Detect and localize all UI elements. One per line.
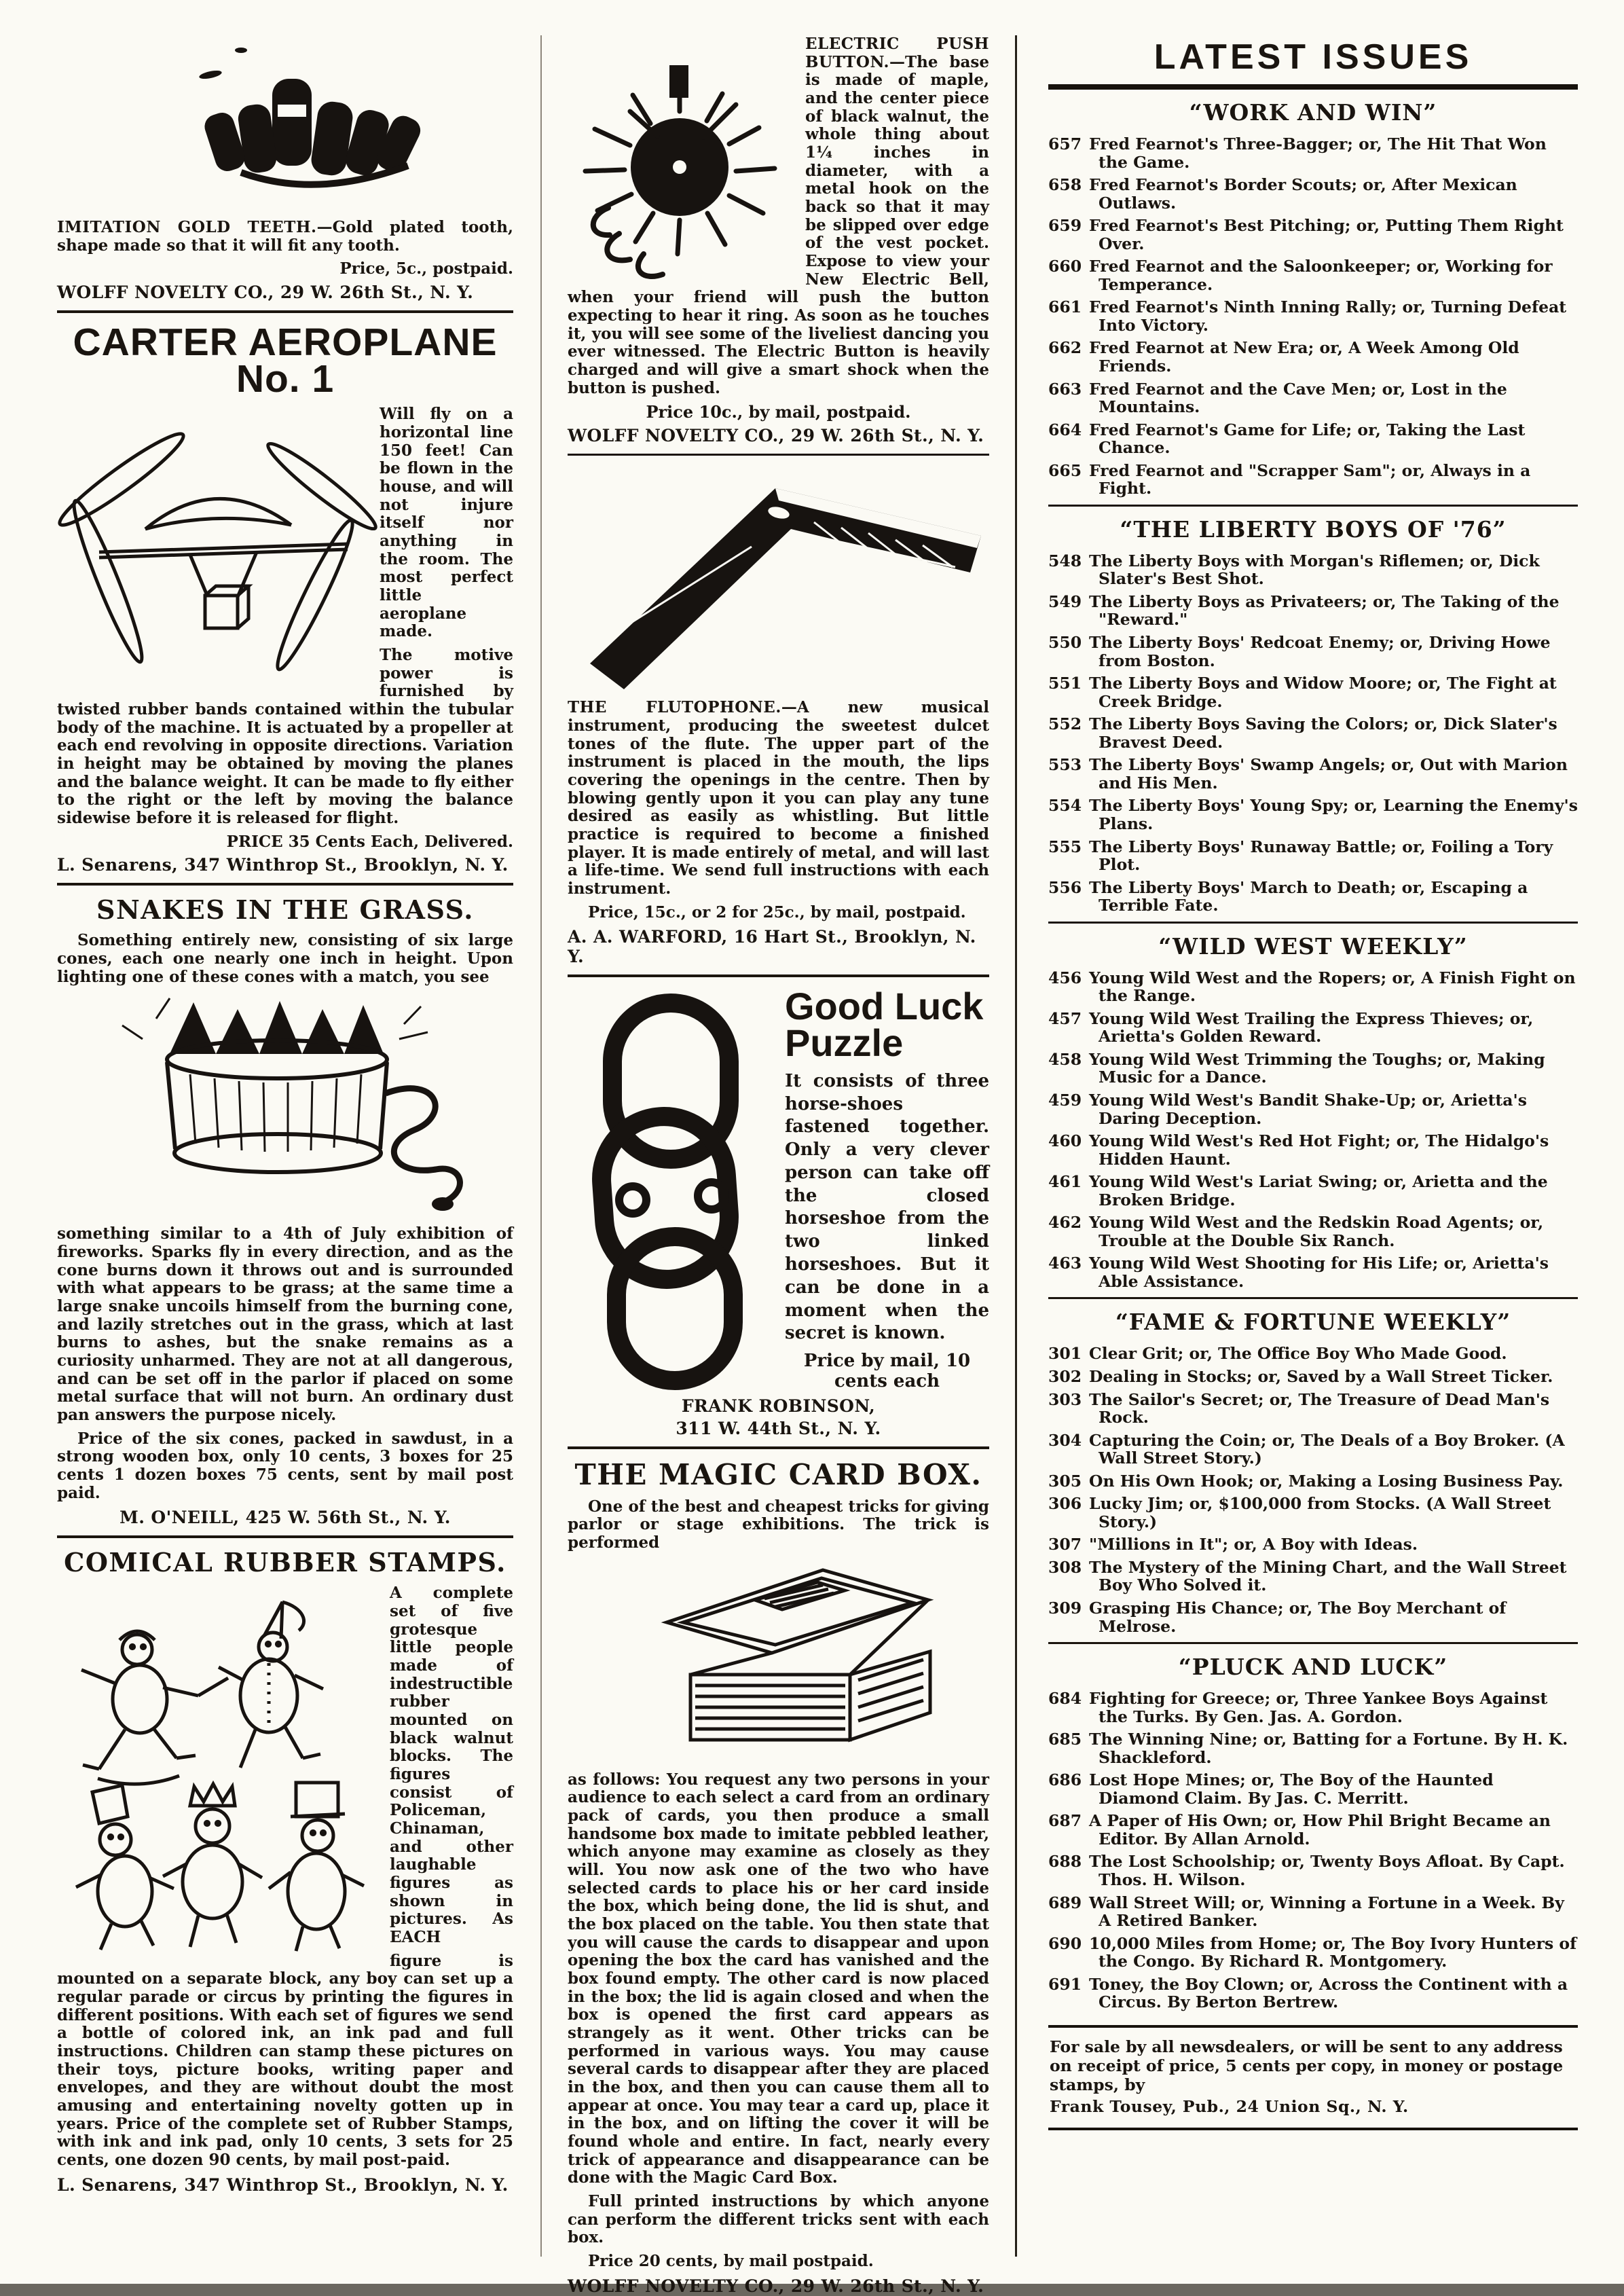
rubber-stamp-figures-illustration [57,1587,376,1956]
issue-title: Fred Fearnot and "Scrapper Sam"; or, Always in a Fight. [1089,460,1531,498]
flutophone-vendor: A. A. WARFORD, 16 Hart St., Brooklyn, N. Y. [568,927,976,967]
divider [568,454,989,456]
flutophone-lead: THE FLUTOPHONE. [568,698,781,717]
section-heading-work-and-win: “WORK AND WIN” [1189,99,1437,126]
issue-list-work-and-win [1048,135,1578,498]
issue-number: 688 [1048,1852,1082,1872]
issue-title: 10,000 Miles from Home; or, The Boy Ivory Hunters of the Congo. By Richard R. Montgomery. [1089,1933,1577,1971]
issue-number: 308 [1048,1557,1082,1577]
issue-title: The Lost Schoolship; or, Twenty Boys Afloat. By Capt. Thos. H. Wilson. [1089,1852,1565,1890]
issue-number: 690 [1048,1933,1082,1953]
ad-imitation-gold-teeth [57,39,513,302]
cardbox-intro: One of the best and cheapest tricks for giving parlor or stage exhibitions. The trick is performed [568,1497,989,1552]
issue-title: Fighting for Greece; or, Three Yankee Boys Against the Turks. By Gen. Jas. A. Gordon. [1089,1689,1548,1726]
issue-title: Fred Fearnot's Three-Bagger; or, The Hit That Won the Game. [1089,134,1547,172]
issue-title: The Winning Nine; or, Batting for a Fortune. By H. K. Shackleford. [1089,1730,1568,1767]
issue-number: 458 [1048,1049,1082,1069]
issue-item [1048,1132,1578,1168]
aeroplane-vendor: L. Senarens, 347 Winthrop St., Brooklyn, N. Y. [57,855,509,875]
section-heading-fame-fortune: “FAME & FORTUNE WEEKLY” [1115,1309,1511,1336]
issue-item [1048,421,1578,457]
issue-number: 663 [1048,379,1082,399]
issue-item [1048,1599,1578,1635]
cardbox-body: as follows: You request any two persons in your audience to each select a card from an ordinary pack of cards, you then produce a small handsome box made to imitate pebbled leather, which anyone may examine as closely as they will. You now ask one of the two who have selected cards to place his or her card inside the box, which being done, the lid is shut, and the box placed on the table. You then state that you will cause the cards to disappear and upon opening the box the card has vanished and the box found empty. The other card is now placed in the box; the lid is again closed and when the box is opened the first card appears as strangely as it went. Other tricks can be performed in various ways. You may cause several cards to disappear after they are placed in the box, and then you can cause them all to appear at once. You may tear a card up, place it in the box, and on lifting the cover it will be found whole and entire. In fact, nearly every trick of appearance and disappearance can be done with the Magic Card Box. [568,1770,989,2187]
issue-number: 463 [1048,1254,1082,1273]
stamps-vendor: L. Senarens, 347 Winthrop St., Brooklyn, N. Y. [57,2174,509,2195]
push-button-illustration [568,38,792,285]
publisher-line: Frank Tousey, Pub., 24 Union Sq., N. Y. [1050,2097,1409,2117]
divider [568,1446,989,1449]
aeroplane-price: PRICE 35 Cents Each, Delivered. [226,832,513,851]
puzzle-body: It consists of three horse-shoes fastened together. Only a very clever person can take off the closed horseshoe from the two linked horseshoes. But it can be done in a moment when the secret is known. [785,1070,989,1344]
ad-electric-push-button [568,35,989,445]
issue-item [1048,380,1578,416]
middle-column [540,35,1017,2296]
issue-title: Grasping His Chance; or, The Boy Merchant of Melrose. [1089,1599,1507,1636]
issue-item [1048,1173,1578,1209]
divider [57,883,513,886]
issue-title: Young Wild West's Red Hot Fight; or, The Hidalgo's Hidden Haunt. [1089,1131,1549,1169]
issue-number: 552 [1048,714,1082,734]
issue-title: The Liberty Boys as Privateers; or, The Taking of the "Reward." [1089,591,1560,630]
issue-title: On His Own Hook; or, Making a Losing Business Pay. [1089,1471,1564,1491]
issue-list-liberty-boys [1048,552,1578,915]
latest-issues-title: LATEST ISSUES [1154,37,1473,77]
issue-item [1048,298,1578,334]
issue-item [1048,135,1578,171]
issue-title: The Liberty Boys and Widow Moore; or, The Fight at Creek Bridge. [1089,674,1557,711]
issue-title: The Liberty Boys' Redcoat Enemy; or, Driving Howe from Boston. [1089,633,1551,670]
issue-number: 664 [1048,420,1082,439]
ad-comical-rubber-stamps [57,1549,513,2194]
flutophone-body [568,699,989,898]
issue-title: The Mystery of the Mining Chart, and the Wall Street Boy Who Solved it. [1089,1557,1567,1595]
divider [1048,505,1578,507]
issue-item [1048,1472,1578,1491]
issue-item [1048,969,1578,1005]
issue-title: The Liberty Boys' March to Death; or, Escaping a Terrible Fate. [1089,877,1528,915]
teeth-vendor: WOLFF NOVELTY CO., 29 W. 26th St., N. Y. [57,283,474,303]
issue-list-pluck-luck [1048,1690,1578,2011]
issue-title: "Millions in It"; or, A Boy with Ideas. [1089,1535,1418,1554]
issue-title: Young Wild West and the Redskin Road Agents; or, Trouble at the Double Six Ranch. [1089,1213,1544,1250]
divider [1048,1297,1578,1299]
divider [57,1535,513,1538]
divider [1048,84,1578,90]
button-vendor: WOLFF NOVELTY CO., 29 W. 26th St., N. Y. [568,426,984,446]
issue-item [1048,1495,1578,1531]
issue-title: Young Wild West and the Ropers; or, A Finish Fight on the Range. [1089,968,1576,1006]
issue-number: 553 [1048,755,1082,775]
puzzle-price: Price by mail, 10 cents each [803,1351,971,1392]
card-box-illustration [568,1558,989,1764]
snakes-body: something similar to a 4th of July exhibition of fireworks. Sparks fly in every direction, and as the cone burns down it throws out and is surrounded with what appears to be grass; at the same time a large snake uncoils himself from the burning cone, and lazily stretches out in the grass, which at last burns to ashes, but the snake remains as a curiosity unharmed. They are not at all dangerous, and can be set off in the parlor if placed on some metal surface that will not burn. An ordinary dust pan answers the purpose nicely. [57,1224,513,1425]
snakes-price: Price of the six cones, packed in sawdust, in a strong wooden box, only 10 cents, 3 boxes for 25 cents 1 dozen boxes 75 cents, sent by mail post paid. [57,1429,513,1502]
footer-text: For sale by all newsdealers, or will be sent to any address on receipt of price, 5 cents per copy, in money or postage stamps, by [1050,2037,1564,2095]
issue-number: 659 [1048,216,1082,236]
issue-item [1048,715,1578,751]
cardbox-note: Full printed instructions by which anyone can perform the different tricks sent with each box. [568,2192,989,2247]
issue-title: Toney, the Boy Clown; or, Across the Continent with a Circus. By Berton Bertrew. [1089,1974,1568,2012]
issue-item [1048,1051,1578,1087]
snakes-title: SNAKES IN THE GRASS. [96,894,474,926]
issue-title: The Liberty Boys with Morgan's Riflemen; or, Dick Slater's Best Shot. [1089,551,1540,589]
ad-snakes-in-the-grass [57,896,513,1527]
stamps-body: figure is mounted on a separate block, any boy can set up a regular parade or circus by printing the figures in different positions. With each set of figures we send a bottle of colored ink, an ink pad and full instructions. Children can stamp these pictures on their toys, picture books, writing paper and envelopes, and they are without doubt the most amusing and entertaining novelty gotten up in years. Price of the complete set of Rubber Stamps, with ink and ink pad, only 10 cents, 3 sets for 25 cents, one dozen 90 cents, by mail post-paid. [57,1951,513,2170]
stamps-side-text: A complete set of five grotesque little people made of indestructible rubber mounted on black walnut blocks. The figures consist of Policeman, Chinaman, and other laughable figures as shown in pictures. As EACH [390,1584,513,1947]
issue-number: 459 [1048,1090,1082,1110]
issue-number: 685 [1048,1730,1082,1749]
issue-number: 550 [1048,633,1082,653]
issue-item [1048,1535,1578,1554]
issue-list-fame-fortune [1048,1345,1578,1635]
issue-item [1048,593,1578,629]
ad-flutophone [568,465,989,966]
ad-carter-aeroplane [57,321,513,875]
issue-list-wild-west [1048,969,1578,1291]
issue-item [1048,176,1578,212]
issue-item [1048,257,1578,293]
issue-item [1048,1690,1578,1726]
issue-number: 548 [1048,551,1082,570]
cardbox-title: THE MAGIC CARD BOX. [574,1457,982,1491]
issue-item [1048,756,1578,792]
issue-title: The Liberty Boys' Swamp Angels; or, Out with Marion and His Men. [1089,755,1568,792]
issue-number: 306 [1048,1494,1082,1514]
divider [57,310,513,313]
issue-item [1048,1935,1578,1971]
teeth-price: Price, 5c., postpaid. [339,259,513,278]
issue-title: The Liberty Boys' Young Spy; or, Learning the Enemy's Plans. [1089,796,1578,833]
issue-number: 460 [1048,1131,1082,1151]
section-heading-pluck-luck: “PLUCK AND LUCK” [1178,1654,1448,1681]
issue-title: Young Wild West's Bandit Shake-Up; or, Arietta's Daring Deception. [1089,1090,1527,1128]
issue-item [1048,1391,1578,1427]
issue-title: Fred Fearnot's Best Pitching; or, Putting Them Right Over. [1089,216,1564,253]
issue-number: 556 [1048,877,1082,897]
puzzle-vendor-name: FRANK ROBINSON, [681,1396,876,1416]
issue-title: The Liberty Boys Saving the Colors; or, Dick Slater's Bravest Deed. [1089,714,1557,752]
issue-number: 551 [1048,674,1082,693]
issue-number: 302 [1048,1366,1082,1386]
issue-item [1048,1214,1578,1250]
issue-number: 555 [1048,837,1082,856]
issue-title: Young Wild West Trailing the Express Thieves; or, Arietta's Golden Reward. [1089,1008,1534,1046]
issue-item [1048,552,1578,588]
issue-item [1048,1853,1578,1889]
teeth-lead: IMITATION GOLD TEETH. [57,218,317,236]
issue-item [1048,1368,1578,1386]
puzzle-title: Good Luck Puzzle [785,985,984,1064]
issue-title: Fred Fearnot's Ninth Inning Rally; or, Turning Defeat Into Victory. [1089,297,1567,335]
left-column [57,35,540,2257]
issue-title: Young Wild West's Lariat Swing; or, Arietta and the Broken Bridge. [1089,1172,1548,1209]
issue-item [1048,838,1578,874]
teeth-body-text [57,219,513,255]
issue-title: Clear Grit; or, The Office Boy Who Made Good. [1089,1344,1507,1364]
issue-item [1048,674,1578,710]
issue-title: Lost Hope Mines; or, The Boy of the Haunted Diamond Claim. By Jas. C. Merritt. [1089,1770,1494,1808]
issue-number: 305 [1048,1471,1082,1491]
issue-number: 303 [1048,1389,1082,1409]
issue-title: The Sailor's Secret; or, The Treasure of Dead Man's Rock. [1089,1389,1550,1427]
issue-item [1048,217,1578,253]
issue-item [1048,462,1578,498]
button-rest: —The base is made of maple, and the center piece of black walnut, the whole thing about 1¼ inches in diameter, with a metal hook on the back so that it may be slipped over edge of the vest pocket. Expose to view your New Electric Bell, when your friend will push the button expecting to hear it ring. As soon as he touches it, you will see some of the liveliest dancing you ever witnessed. The Electric Button is heavily charged and will give a smart shock when the button is pushed. [568,52,989,397]
issue-number: 686 [1048,1770,1082,1790]
issue-title: A Paper of His Own; or, How Phil Bright Became an Editor. By Allan Arnold. [1089,1811,1551,1848]
puzzle-vendor-address: 311 W. 44th St., N. Y. [676,1418,881,1438]
issue-title: Wall Street Will; or, Winning a Fortune in a Week. By A Retired Banker. [1089,1893,1564,1931]
issue-title: Dealing in Stocks; or, Saved by a Wall Street Ticker. [1089,1366,1553,1386]
issue-number: 549 [1048,591,1082,611]
issue-item [1048,1975,1578,2011]
issue-title: Lucky Jim; or, $100,000 from Stocks. (A Wall Street Story.) [1089,1494,1551,1531]
issue-title: Capturing the Coin; or, The Deals of a Boy Broker. (A Wall Street Story.) [1089,1430,1565,1468]
issue-item [1048,1254,1578,1290]
issue-item [1048,879,1578,915]
flutophone-illustration [568,465,989,692]
issue-number: 301 [1048,1344,1082,1364]
issue-title: Fred Fearnot's Game for Life; or, Taking the Last Chance. [1089,420,1526,458]
divider [568,974,989,977]
issue-item [1048,1432,1578,1468]
cardbox-vendor: WOLFF NOVELTY CO., 29 W. 26th St., N. Y. [568,2276,984,2296]
stamps-title: COMICAL RUBBER STAMPS. [64,1547,506,1578]
snakes-vendor: M. O'NEILL, 425 W. 56th St., N. Y. [119,1508,451,1528]
issue-item [1048,1812,1578,1848]
issue-item [1048,339,1578,375]
issue-number: 462 [1048,1213,1082,1233]
cardbox-price: Price 20 cents, by mail postpaid. [588,2252,874,2271]
issue-title: The Liberty Boys' Runaway Battle; or, Foiling a Tory Plot. [1089,837,1553,875]
issue-item [1048,1771,1578,1807]
issue-item [1048,1010,1578,1046]
issue-number: 554 [1048,796,1082,816]
issue-number: 665 [1048,460,1082,480]
issue-number: 457 [1048,1008,1082,1028]
button-price: Price 10c., by mail, postpaid. [646,402,911,422]
aeroplane-title: CARTER AEROPLANE No. 1 [73,321,498,401]
section-heading-liberty-boys: “THE LIBERTY BOYS OF '76” [1120,515,1507,543]
teeth-rest: —Gold plated tooth, shape made so that it will fit any tooth. [57,218,513,255]
issue-number: 687 [1048,1811,1082,1831]
ordering-footer [1048,2025,1578,2130]
issue-title: Young Wild West Trimming the Toughs; or, Making Music for a Dance. [1089,1049,1545,1087]
flutophone-price: Price, 15c., or 2 for 25c., by mail, postpaid. [588,903,966,922]
issue-number: 461 [1048,1172,1082,1192]
button-lead: ELECTRIC PUSH BUTTON. [805,35,989,71]
issue-item [1048,1559,1578,1595]
divider [1048,1642,1578,1644]
issue-number: 689 [1048,1893,1082,1912]
issue-number: 691 [1048,1974,1082,1994]
snake-cones-illustration [57,991,513,1218]
issue-title: Fred Fearnot and the Cave Men; or, Lost in the Mountains. [1089,379,1507,417]
issue-item [1048,1894,1578,1930]
issue-title: Fred Fearnot's Border Scouts; or, After Mexican Outlaws. [1089,175,1517,213]
flutophone-rest: —A new musical instrument, producing the sweetest dulcet tones of the flute. The upper part of the instrument is placed in the mouth, the lips covering the openings in the centre. Then by blowing gently upon it you can play any tune desired as easily as whistling. But little practice is required to become a finished player. It is made entirely of metal, and will last a life-time. We send full instructions with each instrument. [568,698,989,898]
horseshoe-puzzle-illustration [568,991,771,1387]
issue-item [1048,1345,1578,1363]
gold-teeth-illustration [57,39,513,212]
latest-issues-column [1017,35,1578,2257]
issue-number: 307 [1048,1535,1082,1554]
issue-number: 684 [1048,1689,1082,1709]
issue-number: 662 [1048,338,1082,358]
issue-title: Fred Fearnot at New Era; or, A Week Among Old Friends. [1089,338,1519,376]
issue-number: 456 [1048,968,1082,987]
aeroplane-illustration [57,408,366,696]
aeroplane-para2: The motive power is furnished by twisted rubber bands contained within the tubular body of the machine. It is actuated by a propeller at each end revolving in opposite directions. Variation in height may be obtained by moving the planes and the balance weight. It can be made to fly either to the right or the left by moving the balance sidewise before it is released for flight. [57,646,513,828]
issue-number: 309 [1048,1599,1082,1618]
issue-number: 661 [1048,297,1082,317]
issue-number: 660 [1048,257,1082,276]
issue-title: Young Wild West Shooting for His Life; or, Arietta's Able Assistance. [1089,1254,1549,1291]
issue-number: 304 [1048,1430,1082,1450]
issue-item [1048,1730,1578,1766]
divider [1048,922,1578,924]
issue-title: Fred Fearnot and the Saloonkeeper; or, Working for Temperance. [1089,257,1553,294]
ad-good-luck-puzzle [568,985,989,1438]
issue-item [1048,1091,1578,1127]
issue-item [1048,634,1578,670]
ad-magic-card-box [568,1457,989,2296]
aeroplane-para1: Will fly on a horizontal line 150 feet! Can be flown in the house, and will not injure itself nor anything in the room. The most perfect little aeroplane made. [380,405,513,641]
section-heading-wild-west: “WILD WEST WEEKLY” [1158,932,1468,960]
issue-item [1048,797,1578,833]
snakes-intro: Something entirely new, consisting of six large cones, each one nearly one inch in height. Upon lighting one of these cones with a match, you see [57,931,513,986]
issue-number: 658 [1048,175,1082,195]
issue-number: 657 [1048,134,1082,153]
